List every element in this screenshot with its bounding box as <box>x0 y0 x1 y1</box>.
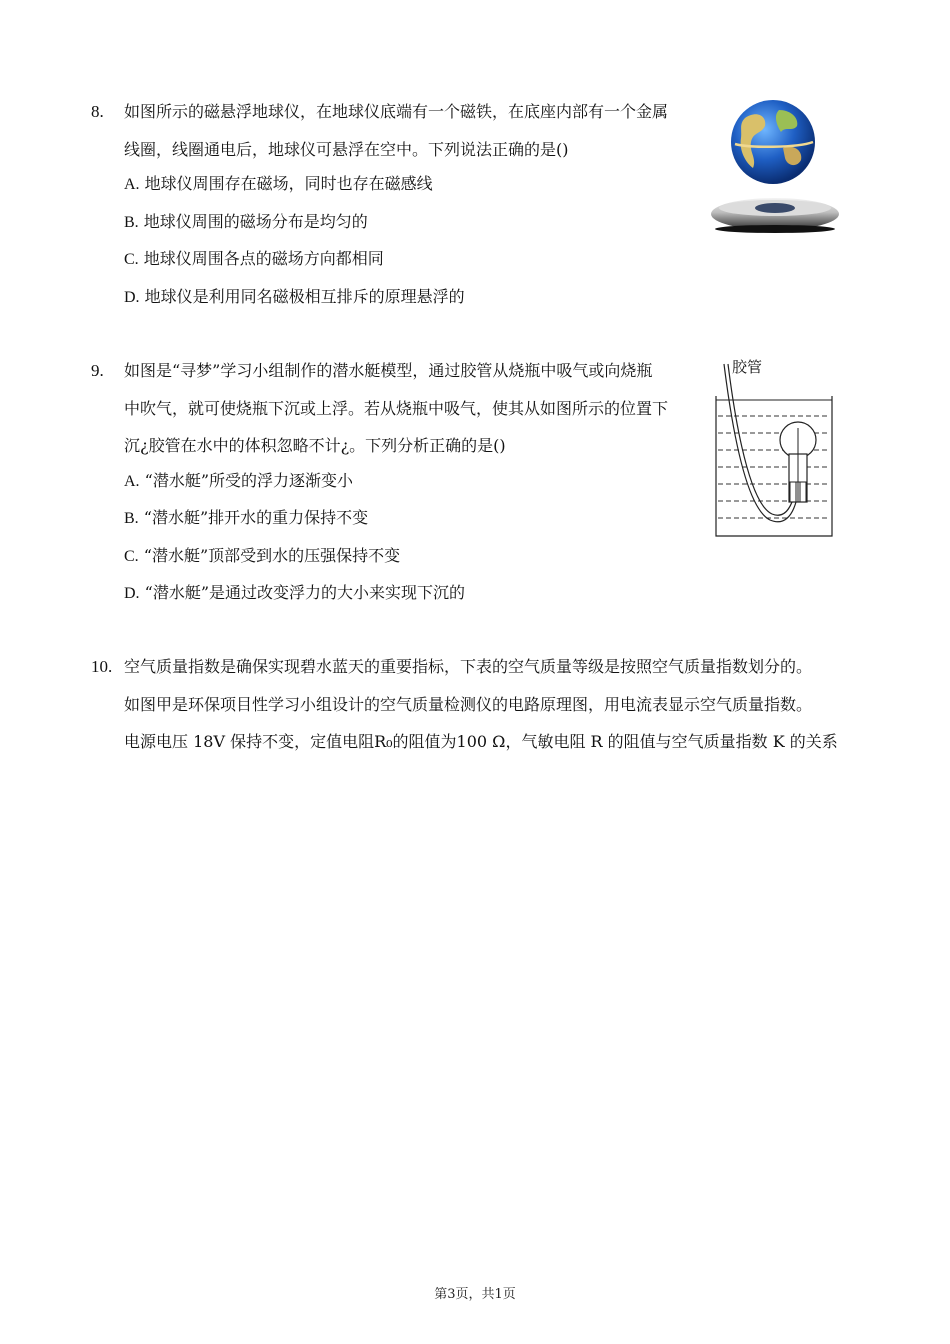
question-8-number: 8. <box>91 102 104 121</box>
hose-label: 胶管 <box>732 358 763 376</box>
option-label: D. <box>124 289 140 306</box>
submarine-model-figure <box>712 356 836 538</box>
option-label: C. <box>124 251 139 268</box>
question-8-option-b <box>124 211 368 234</box>
option-text: “潜水艇”是通过改变浮力的大小来实现下沉的 <box>144 583 466 602</box>
question-9-number: 9. <box>91 361 104 380</box>
question-8-option-d <box>124 286 465 309</box>
page-footer: 第3页，共1页 <box>434 1287 516 1302</box>
maglev-globe-figure <box>705 96 845 238</box>
question-9-option-b <box>124 507 368 530</box>
question-8-line-1: 如图所示的磁悬浮地球仪，在地球仪底端有一个磁铁，在底座内部有一个金属 <box>124 102 669 121</box>
question-10-line-2: 如图甲是环保项目性学习小组设计的空气质量检测仪的电路原理图，用电流表显示空气质量指数。 <box>124 695 813 714</box>
question-9-option-c <box>124 545 400 568</box>
question-8-line-2: 线圈，线圈通电后，地球仪可悬浮在空中。下列说法正确的是() <box>124 140 569 159</box>
option-label: D. <box>124 585 140 602</box>
question-8-option-a <box>124 173 433 196</box>
option-text: 地球仪周围存在磁场，同时也存在磁感线 <box>144 174 433 193</box>
question-8-option-c <box>124 248 384 271</box>
question-9-option-a <box>124 470 353 493</box>
question-10-number: 10. <box>91 657 113 676</box>
option-text: “潜水艇”排开水的重力保持不变 <box>143 508 369 527</box>
question-9-line-1: 如图是“寻梦”学习小组制作的潜水艇模型，通过胶管从烧瓶中吸气或向烧瓶 <box>124 361 653 380</box>
option-text: “潜水艇”顶部受到水的压强保持不变 <box>143 546 401 565</box>
question-10-line-3: 电源电压 18V 保持不变，定值电阻R₀的阻值为100 Ω，气敏电阻 R 的阻值与空气质量指数 K 的关系 <box>124 732 838 751</box>
option-label: C. <box>124 548 139 565</box>
option-text: 地球仪是利用同名磁极相互排斥的原理悬浮的 <box>144 287 465 306</box>
option-label: B. <box>124 510 139 527</box>
option-label: B. <box>124 214 139 231</box>
option-text: “潜水艇”所受的浮力逐渐变小 <box>144 471 354 490</box>
question-9-line-3: 沉¿胶管在水中的体积忽略不计¿。下列分析正确的是() <box>124 436 506 455</box>
question-9-option-d <box>124 582 465 605</box>
option-label: A. <box>124 473 140 490</box>
option-text: 地球仪周围各点的磁场方向都相同 <box>143 249 384 268</box>
option-label: A. <box>124 176 140 193</box>
submarine-model-diagram <box>712 356 836 538</box>
question-9-line-2: 中吹气，就可使烧瓶下沉或上浮。若从烧瓶中吸气，使其从如图所示的位置下 <box>124 399 669 418</box>
option-text: 地球仪周围的磁场分布是均匀的 <box>143 212 368 231</box>
question-10-line-1: 空气质量指数是确保实现碧水蓝天的重要指标，下表的空气质量等级是按照空气质量指数划分的。 <box>124 657 813 676</box>
